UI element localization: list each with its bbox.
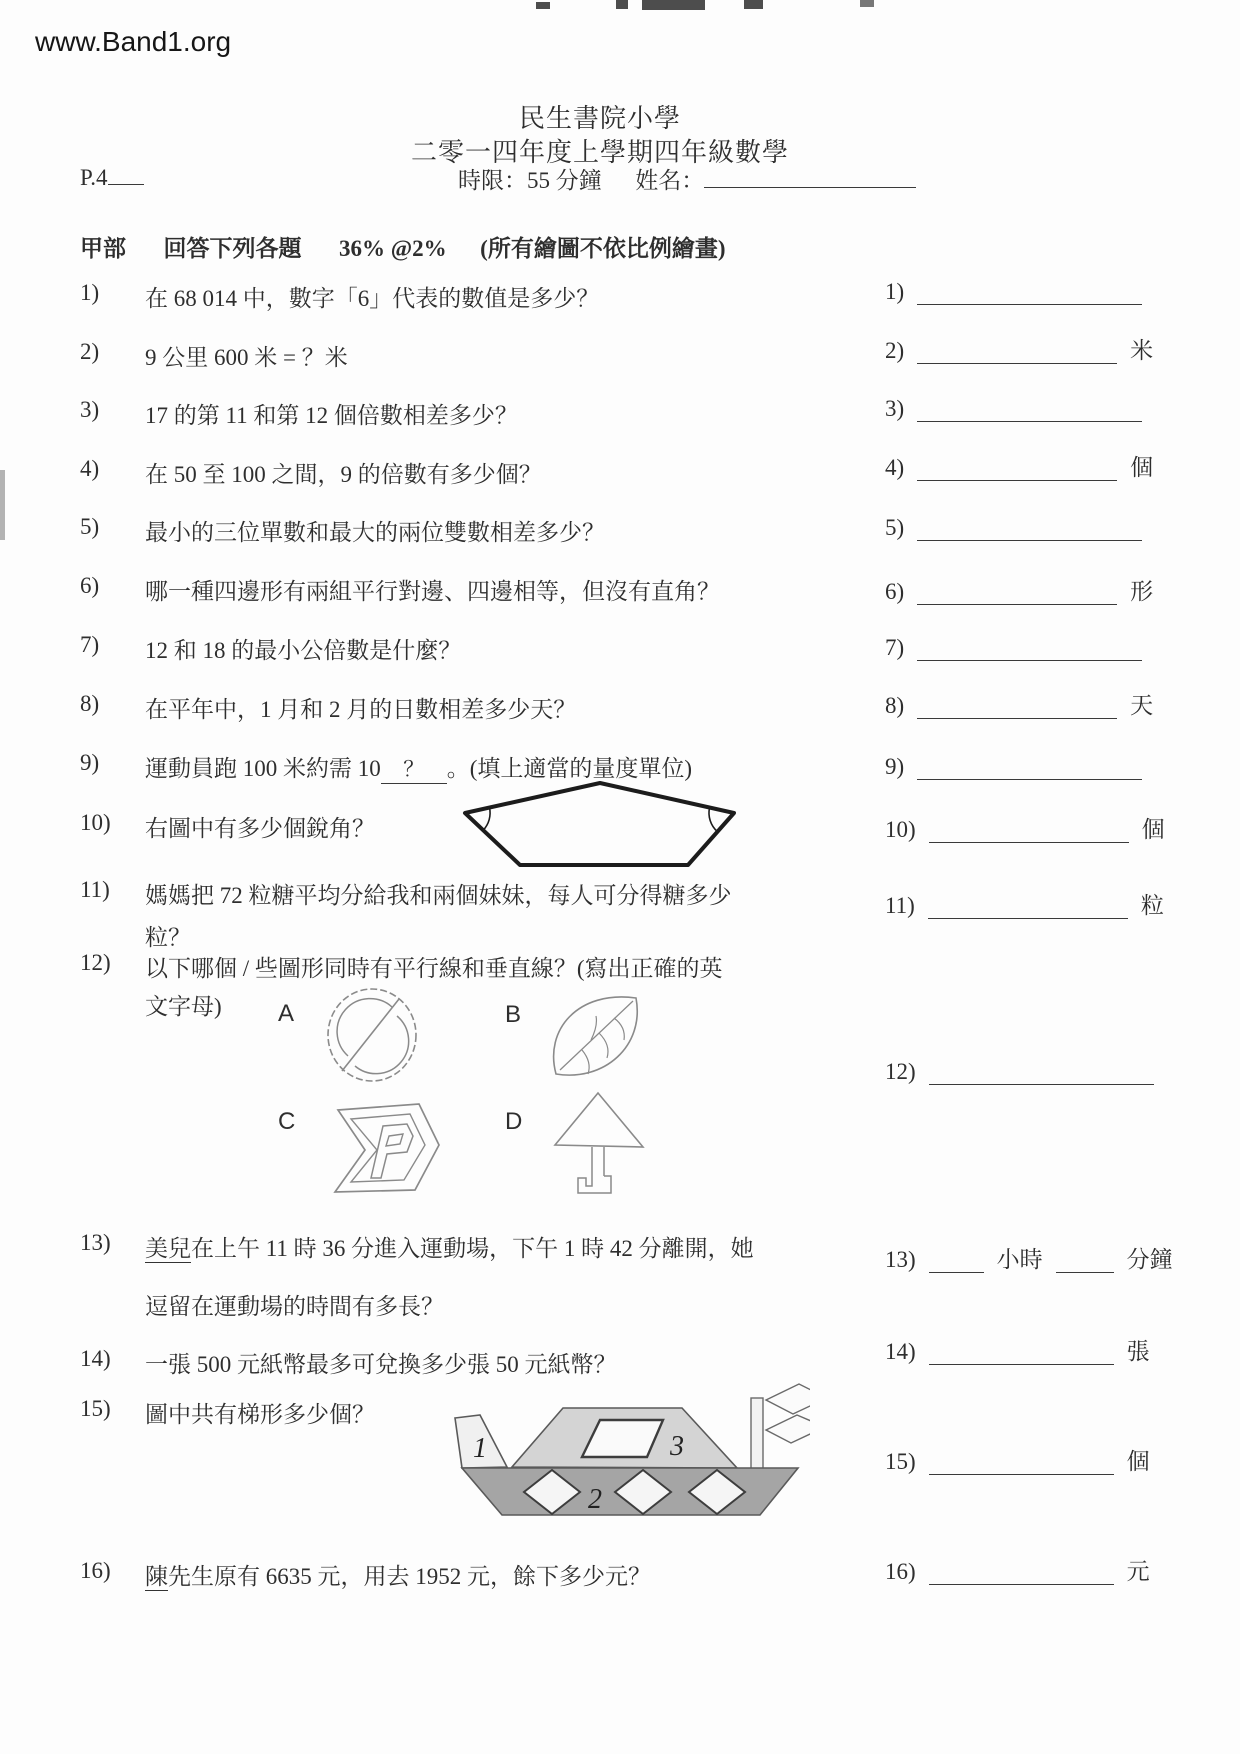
scan-artifact [744,0,763,9]
option-d-label: D [505,1108,523,1135]
answer-row-6 [885,578,1153,605]
question-number: 5) [80,514,100,539]
pentagon-icon [455,775,745,875]
answer-row-2 [885,337,1153,364]
underlined-name: 陳 [145,1564,168,1589]
boat-part-label-1: 1 [473,1433,487,1464]
answer-blank [929,816,1129,843]
q16-rest: 先生原有 6635 元，用去 1952 元，餘下多少元？ [168,1564,651,1589]
question-2 [80,339,348,372]
answer-row-15 [885,1448,1150,1475]
question-text: 9 公里 600 米 = ？米 [145,345,348,370]
q9-inline-blank: ？ [381,753,447,784]
answer-blank [917,578,1117,605]
question-text: 17 的第 11 和第 12 個倍數相差多少？ [145,403,518,428]
question-1 [80,280,599,313]
question-4 [80,456,542,489]
option-c-label: C [278,1108,296,1135]
answer-row-4 [885,454,1153,481]
answer-number: 13) [885,1247,916,1272]
answer-blank [917,514,1142,541]
option-b-shape [546,988,646,1083]
answer-row-1 [885,278,1142,305]
option-a-shape [325,986,420,1084]
question-number: 4) [80,456,100,481]
answer-number: 12) [885,1059,916,1084]
question-number: 13) [80,1230,111,1255]
question-16 [80,1558,651,1591]
question-12 [80,950,723,983]
section-header [80,230,725,263]
answer-number: 5) [885,515,905,540]
question-7 [80,632,461,665]
section-part: 甲部 [80,236,126,261]
answer-blank-minutes [1056,1246,1114,1273]
section-instruction: 回答下列各題 [163,236,302,261]
question-text: 12 和 18 的最小公倍數是什麼？ [145,638,462,663]
question-3 [80,397,518,430]
option-a-label: A [278,1000,295,1027]
answer-blank [917,278,1142,305]
question-11-line2: 粒？ [145,925,191,950]
answer-blank [929,1058,1154,1085]
answer-number: 3) [885,396,905,421]
answer-blank-hours [929,1246,984,1273]
answer-row-10 [885,816,1165,843]
boat-icon [440,1375,810,1525]
question-number: 11) [80,877,110,902]
scan-artifact [642,0,672,10]
answer-unit: 個 [1126,1449,1150,1474]
time-name-row [458,162,916,195]
question-10 [80,810,375,843]
boat-part-label-2: 2 [588,1484,602,1515]
option-d-shape [548,1090,648,1198]
question-12-line2: 文字母) [145,994,222,1019]
answer-number: 8) [885,693,905,718]
question-number: 12) [80,950,111,975]
answer-blank [929,1338,1114,1365]
tree-hook-icon [548,1090,648,1198]
question-text: 右圖中有多少個銳角？ [145,816,375,841]
answer-unit: 個 [1141,817,1165,842]
page-label-text: P.4 [80,165,108,190]
scan-artifact [0,470,5,540]
question-text: 在 68 014 中，數字「6」代表的數值是多少？ [145,286,600,311]
arrow-p-logo-icon [313,1100,441,1195]
exam-title: 二零一四年度上學期四年級數學 [410,138,789,167]
answer-blank [917,692,1117,719]
page-label [80,162,144,191]
answer-row-11 [885,892,1164,919]
time-limit-label: 時限：55 分鐘 [458,168,602,193]
answer-row-8 [885,692,1153,719]
answer-unit: 粒 [1140,893,1164,918]
answer-row-14 [885,1338,1150,1365]
question-number: 15) [80,1396,111,1421]
answer-blank [917,395,1142,422]
answer-number: 6) [885,579,905,604]
boat-part-label-3: 3 [670,1431,684,1462]
question-number: 6) [80,573,100,598]
answer-row-16 [885,1558,1150,1585]
pentagon-figure [455,775,745,875]
question-text: 圖中共有梯形多少個？ [145,1402,375,1427]
answer-number: 4) [885,455,905,480]
question-number: 14) [80,1346,111,1371]
answer-unit-hours: 小時 [996,1247,1043,1272]
question-11 [80,877,732,910]
answer-blank [917,634,1142,661]
question-15 [80,1396,375,1429]
leaf-icon [546,988,646,1083]
question-text: 一張 500 元紙幣最多可兌換多少張 50 元紙幣？ [145,1352,617,1377]
question-text [145,1230,754,1263]
q9-post: 。(填上適當的量度單位) [446,756,693,781]
question-13 [80,1230,754,1263]
question-number: 9) [80,750,100,775]
question-text: 以下哪個 / 些圖形同時有平行線和垂直線？(寫出正確的英 [145,956,723,981]
question-number: 10) [80,810,111,835]
question-number: 3) [80,397,100,422]
question-text: 最小的三位單數和最大的兩位雙數相差多少？ [145,520,605,545]
answer-row-9 [885,753,1142,780]
question-6 [80,573,720,606]
answer-blank [917,753,1142,780]
answer-number: 11) [885,893,915,918]
option-c-shape [313,1100,441,1195]
section-marks: 36% @2% [339,236,447,261]
question-text: 媽媽把 72 粒糖平均分給我和兩個妹妹，每人可分得糖多少 [145,883,732,908]
question-number: 8) [80,691,100,716]
question-text: 在平年中，1 月和 2 月的日數相差多少天？ [145,697,577,722]
name-blank [704,165,916,188]
section-note: (所有繪圖不依比例繪畫) [480,236,726,261]
answer-unit: 形 [1130,579,1154,604]
answer-row-5 [885,514,1142,541]
question-text: 在 50 至 100 之間，9 的倍數有多少個？ [145,462,542,487]
underlined-name: 美兒 [145,1236,191,1261]
answer-unit: 米 [1130,338,1154,363]
q13-rest: 在上午 11 時 36 分進入運動場，下午 1 時 42 分離開，她 [191,1236,754,1261]
answer-unit: 個 [1130,455,1154,480]
answer-unit: 天 [1130,693,1154,718]
answer-number: 10) [885,817,916,842]
answer-blank [928,892,1128,919]
no-entry-sign-icon [325,986,420,1084]
q9-pre: 運動員跑 100 米約需 10 [145,756,381,781]
option-b-label: B [505,1001,522,1028]
answer-number: 7) [885,635,905,660]
watermark: www.Band1.org [35,26,232,57]
answer-row-3 [885,395,1142,422]
answer-row-7 [885,634,1142,661]
scan-artifact [536,2,550,9]
question-text: 哪一種四邊形有兩組平行對邊、四邊相等，但沒有直角？ [145,579,720,604]
name-label: 姓名： [635,168,705,193]
answer-number: 15) [885,1449,916,1474]
answer-blank [917,454,1117,481]
answer-unit-minutes: 分鐘 [1126,1247,1173,1272]
answer-number: 9) [885,754,905,779]
answer-number: 2) [885,338,905,363]
question-8 [80,691,576,724]
answer-blank [929,1558,1114,1585]
question-text [145,1558,651,1591]
scan-artifact [616,0,628,9]
question-number: 7) [80,632,100,657]
answer-row-12 [885,1058,1154,1085]
answer-blank [917,337,1117,364]
question-13-line2: 逗留在運動場的時間有多長？ [145,1294,444,1319]
boat-figure [440,1375,810,1525]
answer-unit: 元 [1126,1559,1150,1584]
answer-blank [929,1448,1114,1475]
answer-number: 16) [885,1559,916,1584]
question-number: 2) [80,339,100,364]
answer-number: 14) [885,1339,916,1364]
question-number: 16) [80,1558,111,1583]
answer-number: 1) [885,279,905,304]
question-5 [80,514,605,547]
answer-row-13 [885,1246,1173,1273]
question-number: 1) [80,280,100,305]
answer-unit: 張 [1126,1339,1150,1364]
scan-artifact [860,0,874,7]
page-label-blank [108,162,144,185]
school-title: 民生書院小學 [518,104,681,133]
scan-artifact [671,0,705,10]
